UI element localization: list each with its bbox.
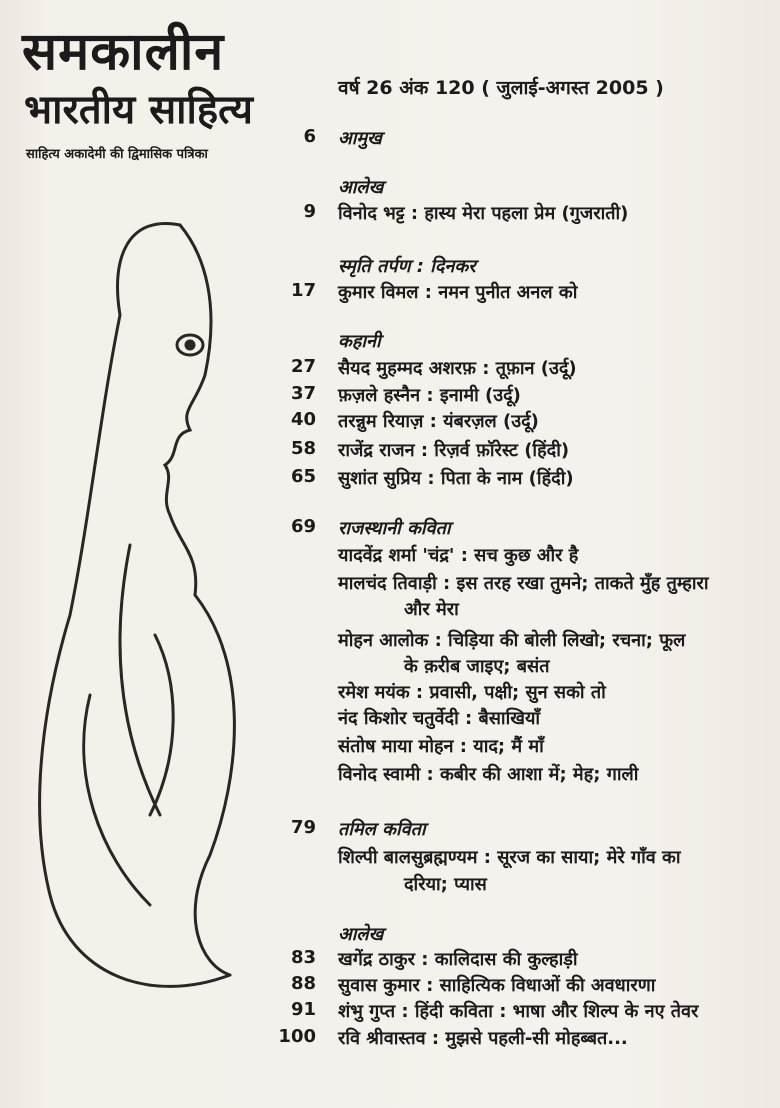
- toc-entry: [270, 973, 770, 999]
- page-number: 65: [290, 466, 316, 487]
- entry-text-continued: और मेरा: [404, 599, 459, 620]
- toc-entry: [270, 280, 770, 306]
- entry-text-continued: दरिया; प्यास: [404, 874, 487, 895]
- page-number: 100: [278, 1026, 316, 1047]
- page-number: 69: [290, 516, 316, 537]
- page-number: 37: [290, 383, 316, 404]
- toc-entry: [270, 734, 770, 760]
- section-heading: [270, 516, 770, 542]
- entry-text: सुशांत सुप्रिय : पिता के नाम (हिंदी): [338, 468, 574, 489]
- entry-text: फ़ज़ले हस्नैन : इनामी (उर्दू): [338, 385, 521, 406]
- section-title: राजस्थानी कविता: [338, 518, 451, 539]
- toc-entry: [270, 571, 770, 597]
- section-title: आलेख: [338, 177, 384, 198]
- masthead-tagline: साहित्य अकादेमी की द्विमासिक पत्रिका: [26, 147, 208, 162]
- section-title: कहानी: [338, 331, 381, 352]
- toc-entry: [270, 466, 770, 492]
- section-heading: [270, 329, 770, 355]
- section-heading: [270, 922, 770, 948]
- toc-entry: [270, 706, 770, 732]
- face-profile: [165, 225, 211, 595]
- toc-entry: [270, 628, 770, 654]
- toc-entry-continued: [270, 597, 770, 623]
- entry-text: सुवास कुमार : साहित्यिक विधाओं की अवधारणा: [338, 975, 656, 996]
- toc-entry: [270, 201, 770, 227]
- section-heading: [270, 817, 770, 843]
- section-title: आमुख: [338, 128, 382, 149]
- toc-entry: [270, 947, 770, 973]
- entry-text: मोहन आलोक : चिड़िया की बोली लिखो; रचना; फूल: [338, 630, 686, 651]
- entry-text: नंद किशोर चतुर्वेदी : बैसाखियाँ: [338, 708, 541, 729]
- face-sketch-illustration: [30, 215, 280, 1015]
- page-number: 40: [290, 409, 316, 430]
- entry-text: तरन्नुम रियाज़ : यंबरज़ल (उर्दू): [338, 411, 539, 432]
- entry-text: रमेश मयंक : प्रवासी, पक्षी; सुन सको तो: [338, 682, 606, 703]
- entry-text: मालचंद तिवाड़ी : इस तरह रखा तुमने; ताकते मुँह तुम्हारा: [338, 573, 709, 594]
- masthead-title-line2: भारतीय साहित्य: [24, 87, 253, 133]
- entry-text: खगेंद्र ठाकुर : कालिदास की कुल्हाड़ी: [338, 949, 578, 970]
- entry-text: यादवेंद्र शर्मा 'चंद्र' : सच कुछ और है: [338, 545, 579, 566]
- entry-text: सैयद मुहम्मद अशरफ़ : तूफ़ान (उर्दू): [338, 358, 577, 379]
- toc-entry: [270, 845, 770, 871]
- entry-text: शिल्पी बालसुब्रह्मण्यम : सूरज का साया; मेरे गाँव का: [338, 847, 681, 868]
- section-title: आलेख: [338, 924, 384, 945]
- toc-entry: [270, 999, 770, 1025]
- entry-text: विनोद भट्ट : हास्य मेरा पहला प्रेम (गुजराती): [338, 203, 629, 224]
- toc-entry-continued: [270, 872, 770, 898]
- toc-entry: [270, 438, 770, 464]
- toc-entry: [270, 762, 770, 788]
- page-number: 9: [303, 201, 316, 222]
- toc-entry: [270, 543, 770, 569]
- toc-entry-continued: [270, 654, 770, 680]
- toc-entry: [270, 356, 770, 382]
- page-number: 27: [290, 356, 316, 377]
- body-folds: [84, 545, 173, 905]
- page-number: 83: [290, 947, 316, 968]
- entry-text: विनोद स्वामी : कबीर की आशा में; मेह; गाली: [338, 764, 639, 785]
- page-number: 91: [290, 999, 316, 1020]
- entry-text: शंभु गुप्त : हिंदी कविता : भाषा और शिल्प के नए तेवर: [338, 1001, 699, 1022]
- toc-entry: [270, 383, 770, 409]
- entry-text: कुमार विमल : नमन पुनीत अनल को: [338, 282, 578, 303]
- masthead-title-line1: समकालीन: [22, 22, 225, 82]
- entry-text: राजेंद्र राजन : रिज़र्व फ़ॉरेस्ट (हिंदी): [338, 440, 570, 461]
- entry-text-continued: के क़रीब जाइए; बसंत: [404, 656, 550, 677]
- page-number: 88: [290, 973, 316, 994]
- section-heading: [270, 175, 770, 201]
- page-number: 58: [290, 438, 316, 459]
- toc-entry: [270, 680, 770, 706]
- page-number: 6: [303, 126, 316, 147]
- entry-text: रवि श्रीवास्तव : मुझसे पहली-सी मोहब्बत...: [338, 1028, 628, 1049]
- section-title: स्मृति तर्पण : दिनकर: [338, 256, 476, 277]
- section-heading: [270, 254, 770, 280]
- entry-text: संतोष माया मोहन : याद; मैं माँ: [338, 736, 544, 757]
- issue-info: वर्ष 26 अंक 120 ( जुलाई-अगस्त 2005 ): [338, 77, 664, 99]
- toc-entry: [270, 1026, 770, 1052]
- page-number: 79: [290, 817, 316, 838]
- shoulder-outline: [195, 595, 234, 975]
- toc-entry: [270, 409, 770, 435]
- page-number: 17: [290, 280, 316, 301]
- toc-entry: [270, 126, 770, 152]
- section-title: तमिल कविता: [338, 819, 426, 840]
